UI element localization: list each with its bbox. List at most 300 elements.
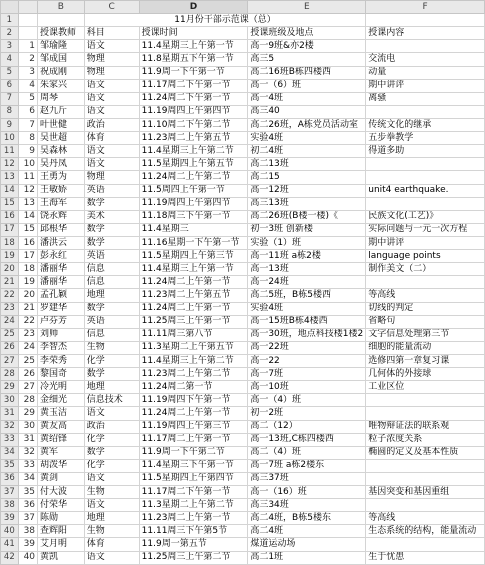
- cell-location[interactable]: 实验4班: [248, 132, 366, 145]
- cell-subject[interactable]: 语文: [84, 40, 139, 53]
- cell-teacher[interactable]: 吴森林: [38, 145, 85, 158]
- row-header[interactable]: 9: [1, 118, 19, 131]
- cell-content[interactable]: [366, 171, 485, 184]
- cell-content[interactable]: 民族文化(工艺)》: [366, 210, 485, 223]
- cell-location[interactable]: 实验（1）班: [248, 236, 366, 249]
- cell-teacher[interactable]: 黄剑: [38, 472, 85, 485]
- cell-subject[interactable]: 物理: [84, 53, 139, 66]
- cell-teacher[interactable]: 陈勋: [38, 512, 85, 525]
- row-header[interactable]: 25: [1, 328, 19, 341]
- cell-teacher[interactable]: 黄绍锋: [38, 433, 85, 446]
- row-header[interactable]: 17: [1, 223, 19, 236]
- cell-subject[interactable]: 体育: [84, 132, 139, 145]
- header-content[interactable]: 授课内容: [366, 27, 485, 40]
- header-subject[interactable]: 科目: [84, 27, 139, 40]
- row-header[interactable]: 38: [1, 499, 19, 512]
- row-header[interactable]: 23: [1, 302, 19, 315]
- cell-teacher[interactable]: 邹瑜隆: [38, 40, 85, 53]
- cell-content[interactable]: 粒子浓度关系: [366, 433, 485, 446]
- cell-teacher[interactable]: 王勇为: [38, 171, 85, 184]
- cell-time[interactable]: 11.19周四上午第三节: [139, 420, 248, 433]
- cell-subject[interactable]: 语文: [84, 407, 139, 420]
- row-header[interactable]: 11: [1, 145, 19, 158]
- cell-location[interactable]: 高三13班: [248, 197, 366, 210]
- cell-location[interactable]: 初一2班: [248, 407, 366, 420]
- row-header[interactable]: 34: [1, 446, 19, 459]
- cell-time[interactable]: 11.24周二上午第一节: [139, 407, 248, 420]
- cell-subject[interactable]: 数学: [84, 197, 139, 210]
- cell-time[interactable]: 11.10周二下午第二节: [139, 118, 248, 131]
- cell-teacher[interactable]: 冷光明: [38, 381, 85, 394]
- cell-index[interactable]: 31: [18, 433, 37, 446]
- cell-subject[interactable]: 语文: [84, 499, 139, 512]
- cell-teacher[interactable]: 吴世超: [38, 132, 85, 145]
- cell-content[interactable]: [366, 538, 485, 551]
- cell-time[interactable]: 11.5星期四上午第五节: [139, 158, 248, 171]
- cell-location[interactable]: 高一（16）班: [248, 486, 366, 499]
- cell-teacher[interactable]: 胡泼华: [38, 459, 85, 472]
- cell-time[interactable]: 11.9周一下午第二节: [139, 446, 248, 459]
- cell-location[interactable]: 初一3班 创新楼: [248, 223, 366, 236]
- cell-subject[interactable]: 数学: [84, 223, 139, 236]
- cell-teacher[interactable]: 付荣华: [38, 499, 85, 512]
- row-header[interactable]: 14: [1, 184, 19, 197]
- cell-content[interactable]: 选修四第一章复习课: [366, 354, 485, 367]
- row-header[interactable]: 6: [1, 79, 19, 92]
- cell-index[interactable]: 36: [18, 499, 37, 512]
- row-header[interactable]: 35: [1, 459, 19, 472]
- row-header[interactable]: 27: [1, 354, 19, 367]
- cell-content[interactable]: 几何体的外接球: [366, 368, 485, 381]
- cell-time[interactable]: 11.4星期三: [139, 223, 248, 236]
- cell-index[interactable]: 7: [18, 118, 37, 131]
- cell-time[interactable]: 11.5周四上午第一节: [139, 184, 248, 197]
- cell-content[interactable]: unit4 earthquake.: [366, 184, 485, 197]
- cell-subject[interactable]: 生物: [84, 486, 139, 499]
- cell-location[interactable]: 高一4班: [248, 92, 366, 105]
- cell-index[interactable]: 25: [18, 354, 37, 367]
- cell-subject[interactable]: 语文: [84, 472, 139, 485]
- column-header-f[interactable]: F: [366, 1, 485, 14]
- row-header[interactable]: 40: [1, 525, 19, 538]
- cell-content[interactable]: [366, 197, 485, 210]
- cell-subject[interactable]: 信息技术: [84, 394, 139, 407]
- cell-subject[interactable]: 生物: [84, 341, 139, 354]
- cell-index[interactable]: 3: [18, 66, 37, 79]
- cell-location[interactable]: 高二4班，B栋5楼东: [248, 512, 366, 525]
- cell-location[interactable]: 高二4班: [248, 525, 366, 538]
- cell-location[interactable]: 高一30班，地点科技楼1楼2: [248, 328, 366, 341]
- header-time[interactable]: 授课时间: [139, 27, 248, 40]
- row-header[interactable]: 4: [1, 53, 19, 66]
- cell-time[interactable]: 11.19周四上午第四节: [139, 197, 248, 210]
- cell-location[interactable]: 高一13班,C栋四楼西: [248, 433, 366, 446]
- cell-index[interactable]: 8: [18, 132, 37, 145]
- cell-index[interactable]: 14: [18, 210, 37, 223]
- cell-time[interactable]: 11.25周三上午第一节: [139, 315, 248, 328]
- cell-content[interactable]: 等高线: [366, 512, 485, 525]
- cell-location[interactable]: 高一（6）班: [248, 79, 366, 92]
- cell-content[interactable]: 传统文化的继承: [366, 118, 485, 131]
- cell[interactable]: [366, 14, 485, 27]
- cell-content[interactable]: [366, 459, 485, 472]
- cell-location[interactable]: 高一10班: [248, 381, 366, 394]
- header-location[interactable]: 授课班级及地点: [248, 27, 366, 40]
- row-header[interactable]: 37: [1, 486, 19, 499]
- cell-location[interactable]: 高一22: [248, 354, 366, 367]
- cell-teacher[interactable]: 彭永红: [38, 250, 85, 263]
- cell-content[interactable]: 生于忧患: [366, 551, 485, 564]
- column-header-a[interactable]: [18, 1, 37, 14]
- cell-teacher[interactable]: 黎国奇: [38, 368, 85, 381]
- cell-content[interactable]: 唯物辩证法的联系观: [366, 420, 485, 433]
- cell-teacher[interactable]: 罗建华: [38, 302, 85, 315]
- cell-location[interactable]: 高二5班，B栋5楼西: [248, 289, 366, 302]
- cell-content[interactable]: 切线的判定: [366, 302, 485, 315]
- cell-index[interactable]: 9: [18, 145, 37, 158]
- cell-content[interactable]: 期中讲评: [366, 79, 485, 92]
- cell-subject[interactable]: 地理: [84, 289, 139, 302]
- row-header[interactable]: 22: [1, 289, 19, 302]
- cell-location[interactable]: 高二13班: [248, 158, 366, 171]
- cell-time[interactable]: 11.23周二上午第二节: [139, 368, 248, 381]
- row-header[interactable]: 28: [1, 368, 19, 381]
- cell-teacher[interactable]: 孟孔颖: [38, 289, 85, 302]
- cell-index[interactable]: 28: [18, 394, 37, 407]
- cell-location[interactable]: 高三5: [248, 53, 366, 66]
- cell-subject[interactable]: 地理: [84, 381, 139, 394]
- cell-time[interactable]: 11.4星期三上午第二节: [139, 354, 248, 367]
- cell-content[interactable]: 椭圆的定义及基本性质: [366, 446, 485, 459]
- cell-index[interactable]: 23: [18, 328, 37, 341]
- cell-teacher[interactable]: 吴丹凤: [38, 158, 85, 171]
- cell-subject[interactable]: 语文: [84, 551, 139, 564]
- cell-subject[interactable]: 语文: [84, 145, 139, 158]
- cell-index[interactable]: 2: [18, 53, 37, 66]
- row-header[interactable]: 3: [1, 40, 19, 53]
- cell-subject[interactable]: 语文: [84, 92, 139, 105]
- cell-index[interactable]: 1: [18, 40, 37, 53]
- cell-subject[interactable]: 物理: [84, 66, 139, 79]
- cell-subject[interactable]: 数学: [84, 302, 139, 315]
- cell-index[interactable]: 11: [18, 171, 37, 184]
- cell-location[interactable]: 高一15班B栋4楼西: [248, 315, 366, 328]
- cell-teacher[interactable]: 饶永辉: [38, 210, 85, 223]
- cell-content[interactable]: [366, 407, 485, 420]
- cell-content[interactable]: 基因突变和基因重组: [366, 486, 485, 499]
- column-header-d[interactable]: D: [139, 1, 248, 14]
- cell-teacher[interactable]: 朱家兴: [38, 79, 85, 92]
- cell-time[interactable]: 11.9周一下午第一节: [139, 66, 248, 79]
- cell-teacher[interactable]: 查辉阳: [38, 525, 85, 538]
- cell-location[interactable]: 初二4班: [248, 145, 366, 158]
- select-all-corner[interactable]: [1, 1, 19, 14]
- cell-subject[interactable]: 语文: [84, 79, 139, 92]
- cell-content[interactable]: 五步拳教学: [366, 132, 485, 145]
- cell-index[interactable]: 15: [18, 223, 37, 236]
- cell-index[interactable]: 5: [18, 92, 37, 105]
- cell-time[interactable]: 11.8星期五下午第一节: [139, 53, 248, 66]
- cell-location[interactable]: 高一11班 a栋2楼: [248, 250, 366, 263]
- cell-index[interactable]: 32: [18, 446, 37, 459]
- cell-teacher[interactable]: 李荣秀: [38, 354, 85, 367]
- cell-subject[interactable]: 美术: [84, 210, 139, 223]
- cell-subject[interactable]: 数学: [84, 236, 139, 249]
- cell-time[interactable]: 11.19周四下午第一节: [139, 394, 248, 407]
- row-header[interactable]: 33: [1, 433, 19, 446]
- cell-index[interactable]: 35: [18, 486, 37, 499]
- cell-time[interactable]: 11.4星期三上午第一节: [139, 263, 248, 276]
- cell-content[interactable]: 工业区位: [366, 381, 485, 394]
- column-header-e[interactable]: E: [248, 1, 366, 14]
- row-header[interactable]: 7: [1, 92, 19, 105]
- cell-teacher[interactable]: 祝成刚: [38, 66, 85, 79]
- cell-index[interactable]: 26: [18, 368, 37, 381]
- cell-content[interactable]: [366, 472, 485, 485]
- cell-location[interactable]: 高二26班，A栋党员活动室: [248, 118, 366, 131]
- cell-index[interactable]: 12: [18, 184, 37, 197]
- cell-subject[interactable]: 物理: [84, 171, 139, 184]
- cell-index[interactable]: 37: [18, 512, 37, 525]
- cell-time[interactable]: 11.17周二下午第一节: [139, 486, 248, 499]
- cell-teacher[interactable]: 卢芬芳: [38, 315, 85, 328]
- cell-index[interactable]: 24: [18, 341, 37, 354]
- cell-teacher[interactable]: 潘丽华: [38, 263, 85, 276]
- cell-location[interactable]: 高二26班(B楼一楼)《: [248, 210, 366, 223]
- cell-teacher[interactable]: 叶世健: [38, 118, 85, 131]
- cell-location[interactable]: 煤道运动场: [248, 538, 366, 551]
- row-header[interactable]: 36: [1, 472, 19, 485]
- cell-time[interactable]: 11.23周二上午第一节: [139, 512, 248, 525]
- cell-time[interactable]: 11.3星期二上午第二节: [139, 499, 248, 512]
- cell-location[interactable]: 高二15: [248, 171, 366, 184]
- cell-time[interactable]: 11.24周二上午第一节: [139, 302, 248, 315]
- cell-index[interactable]: 34: [18, 472, 37, 485]
- cell-location[interactable]: 高一13班: [248, 263, 366, 276]
- cell-time[interactable]: 11.23周二上午第五节: [139, 132, 248, 145]
- cell-teacher[interactable]: 潘洪云: [38, 236, 85, 249]
- row-header[interactable]: 26: [1, 341, 19, 354]
- cell-teacher[interactable]: 黄友高: [38, 420, 85, 433]
- cell-location[interactable]: 高三37班: [248, 472, 366, 485]
- cell-time[interactable]: 11.4星期三上午第二节: [139, 145, 248, 158]
- cell-location[interactable]: 高三40: [248, 105, 366, 118]
- cell-teacher[interactable]: 王海军: [38, 197, 85, 210]
- cell-subject[interactable]: 数学: [84, 368, 139, 381]
- row-header[interactable]: 18: [1, 236, 19, 249]
- table-row: [1, 289, 485, 302]
- cell-time[interactable]: 11.25周三上午第二节: [139, 551, 248, 564]
- cell-index[interactable]: 21: [18, 302, 37, 315]
- cell-content[interactable]: 得道多助: [366, 145, 485, 158]
- cell-time[interactable]: 11.23周二上午第五节: [139, 289, 248, 302]
- row-header[interactable]: 1: [1, 14, 19, 27]
- cell-index[interactable]: 6: [18, 105, 37, 118]
- cell-content[interactable]: [366, 394, 485, 407]
- cell-subject[interactable]: 信息: [84, 328, 139, 341]
- row-header[interactable]: 31: [1, 407, 19, 420]
- cell-subject[interactable]: 信息: [84, 263, 139, 276]
- cell-time[interactable]: 11.18周三下午第一节: [139, 210, 248, 223]
- cell-teacher[interactable]: 艾月明: [38, 538, 85, 551]
- cell-teacher[interactable]: 邹成国: [38, 53, 85, 66]
- cell-subject[interactable]: 生物: [84, 525, 139, 538]
- cell-subject[interactable]: 化学: [84, 459, 139, 472]
- cell-index[interactable]: 29: [18, 407, 37, 420]
- cell-index[interactable]: 38: [18, 525, 37, 538]
- cell-subject[interactable]: 体育: [84, 538, 139, 551]
- column-header-c[interactable]: C: [84, 1, 139, 14]
- cell-time[interactable]: 11.16星期一下午第一节: [139, 236, 248, 249]
- cell-subject[interactable]: 化学: [84, 354, 139, 367]
- cell-teacher[interactable]: 黄凯: [38, 551, 85, 564]
- cell-subject[interactable]: 语文: [84, 158, 139, 171]
- cell-location[interactable]: 高二（4）班: [248, 446, 366, 459]
- cell[interactable]: [18, 14, 37, 27]
- row-header[interactable]: 20: [1, 263, 19, 276]
- cell-content[interactable]: 省略句: [366, 315, 485, 328]
- row-header[interactable]: 32: [1, 420, 19, 433]
- cell-index[interactable]: 4: [18, 79, 37, 92]
- cell-content[interactable]: 交流电: [366, 53, 485, 66]
- cell-content[interactable]: 实际问题与一元一次方程: [366, 223, 485, 236]
- cell-index[interactable]: 27: [18, 381, 37, 394]
- cell-index[interactable]: 20: [18, 289, 37, 302]
- header-teacher[interactable]: 授课教师: [38, 27, 85, 40]
- cell-teacher[interactable]: 黄玉洁: [38, 407, 85, 420]
- cell-teacher[interactable]: 邱根华: [38, 223, 85, 236]
- cell[interactable]: [38, 14, 85, 27]
- cell-time[interactable]: 11.17周二下午第一节: [139, 79, 248, 92]
- row-header[interactable]: 41: [1, 538, 19, 551]
- cell-subject[interactable]: 信息: [84, 276, 139, 289]
- cell-time[interactable]: 11.24周二第一节: [139, 381, 248, 394]
- row-header[interactable]: 5: [1, 66, 19, 79]
- cell-location[interactable]: 高一7班: [248, 368, 366, 381]
- cell-content[interactable]: [366, 499, 485, 512]
- cell-teacher[interactable]: 刘帅: [38, 328, 85, 341]
- row-header[interactable]: 21: [1, 276, 19, 289]
- cell-subject[interactable]: 数学: [84, 446, 139, 459]
- cell-content[interactable]: 离骚: [366, 92, 485, 105]
- cell-subject[interactable]: 地理: [84, 512, 139, 525]
- cell-index[interactable]: 30: [18, 420, 37, 433]
- cell-location[interactable]: 高三34班: [248, 499, 366, 512]
- cell-location[interactable]: 高一24班: [248, 276, 366, 289]
- cell-time[interactable]: 11.9周一第五节: [139, 538, 248, 551]
- cell-time[interactable]: 11.4星期三上午第一节: [139, 40, 248, 53]
- cell-content[interactable]: 细胞的能量流动: [366, 341, 485, 354]
- row-header[interactable]: 29: [1, 381, 19, 394]
- cell-time[interactable]: 11.5星期四上午第三节: [139, 250, 248, 263]
- cell-index[interactable]: 39: [18, 538, 37, 551]
- cell-location[interactable]: 高二1班: [248, 551, 366, 564]
- sheet-title[interactable]: 11月份干部示范课（总）: [84, 14, 365, 27]
- cell-time[interactable]: 11.4星期三下午第一节: [139, 459, 248, 472]
- cell-teacher[interactable]: 王敏娇: [38, 184, 85, 197]
- cell-location[interactable]: 高一（4）班: [248, 394, 366, 407]
- cell-time[interactable]: 11.24周二上午第二节: [139, 171, 248, 184]
- row-header[interactable]: 12: [1, 158, 19, 171]
- cell-content[interactable]: [366, 105, 485, 118]
- cell-content[interactable]: 动量: [366, 66, 485, 79]
- cell-location[interactable]: 实验4班: [248, 302, 366, 315]
- cell-subject[interactable]: 政治: [84, 118, 139, 131]
- row-header[interactable]: 8: [1, 105, 19, 118]
- cell-index[interactable]: 16: [18, 236, 37, 249]
- cell-content[interactable]: language points: [366, 250, 485, 263]
- cell-teacher[interactable]: 李智杰: [38, 341, 85, 354]
- row-header[interactable]: 24: [1, 315, 19, 328]
- cell-index[interactable]: 17: [18, 250, 37, 263]
- cell-subject[interactable]: 政治: [84, 420, 139, 433]
- row-header[interactable]: 10: [1, 132, 19, 145]
- cell-a[interactable]: [18, 27, 37, 40]
- row-header[interactable]: 16: [1, 210, 19, 223]
- row-header[interactable]: 19: [1, 250, 19, 263]
- cell-time[interactable]: 11.19周四上午第四节: [139, 105, 248, 118]
- cell-subject[interactable]: 英语: [84, 184, 139, 197]
- row-header[interactable]: 13: [1, 171, 19, 184]
- cell-time[interactable]: 11.5星期四上午第四节: [139, 472, 248, 485]
- cell-time[interactable]: 11.11周三下午第5节: [139, 525, 248, 538]
- cell-subject[interactable]: 英语: [84, 315, 139, 328]
- row-header[interactable]: 30: [1, 394, 19, 407]
- cell-location[interactable]: 高二16班B栋四楼西: [248, 66, 366, 79]
- cell-time[interactable]: 11.24周二下午第一节: [139, 92, 248, 105]
- cell-index[interactable]: 22: [18, 315, 37, 328]
- cell-subject[interactable]: 化学: [84, 433, 139, 446]
- cell-location[interactable]: 高一9班&亦2楼: [248, 40, 366, 53]
- cell-index[interactable]: 40: [18, 551, 37, 564]
- cell-index[interactable]: 19: [18, 276, 37, 289]
- cell-index[interactable]: 10: [18, 158, 37, 171]
- cell-content[interactable]: 等高线: [366, 289, 485, 302]
- cell-location[interactable]: 高一7班 a栋2楼东: [248, 459, 366, 472]
- cell-content[interactable]: 制作美文（二）: [366, 263, 485, 276]
- cell-location[interactable]: 高二（12）: [248, 420, 366, 433]
- cell-index[interactable]: 18: [18, 263, 37, 276]
- cell-time[interactable]: 11.11周三第八节: [139, 328, 248, 341]
- row-header[interactable]: 39: [1, 512, 19, 525]
- cell-index[interactable]: 13: [18, 197, 37, 210]
- row-header[interactable]: 42: [1, 551, 19, 564]
- cell-content[interactable]: 期中讲评: [366, 236, 485, 249]
- cell-teacher[interactable]: 黄军: [38, 446, 85, 459]
- cell-time[interactable]: 11.17周二上午第一节: [139, 433, 248, 446]
- cell-time[interactable]: 11.24周二上午第一节: [139, 276, 248, 289]
- cell-time[interactable]: 11.3星期二上午第五节: [139, 341, 248, 354]
- cell-content[interactable]: 文字信息处理第三节: [366, 328, 485, 341]
- cell-content[interactable]: 生态系统的结构，能量流动: [366, 525, 485, 538]
- row-header[interactable]: 15: [1, 197, 19, 210]
- cell-index[interactable]: 33: [18, 459, 37, 472]
- cell-teacher[interactable]: 周琴: [38, 92, 85, 105]
- cell-subject[interactable]: 语文: [84, 105, 139, 118]
- row-header[interactable]: 2: [1, 27, 19, 40]
- cell-content[interactable]: [366, 276, 485, 289]
- cell-teacher[interactable]: 付大波: [38, 486, 85, 499]
- cell-location[interactable]: 高一12班: [248, 184, 366, 197]
- cell-content[interactable]: [366, 40, 485, 53]
- cell-teacher[interactable]: 金细光: [38, 394, 85, 407]
- cell-location[interactable]: 高一22班: [248, 341, 366, 354]
- column-header-b[interactable]: B: [38, 1, 85, 14]
- cell-teacher[interactable]: 潘丽华: [38, 276, 85, 289]
- cell-subject[interactable]: 英语: [84, 250, 139, 263]
- cell-teacher[interactable]: 赵九斤: [38, 105, 85, 118]
- cell-content[interactable]: [366, 158, 485, 171]
